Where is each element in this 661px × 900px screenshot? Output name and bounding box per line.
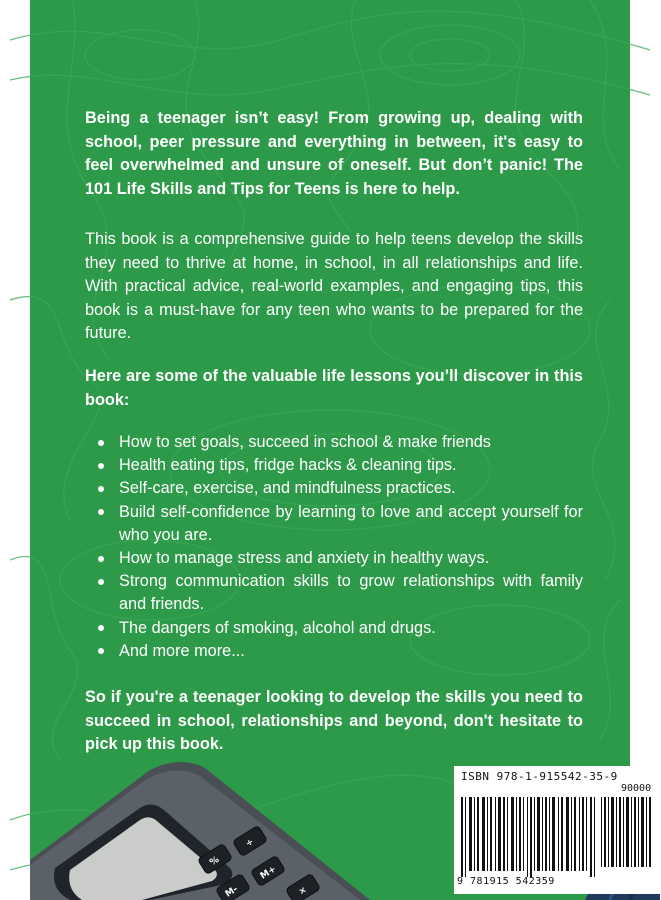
calc-key-percent: % <box>208 854 222 869</box>
barcode <box>454 766 661 894</box>
lesson-item: Strong communication skills to grow relationships with family and friends. <box>119 570 583 616</box>
lesson-item: And more more... <box>119 640 583 663</box>
description-paragraph: This book is a comprehensive guide to help teens develop the skills they need to thrive at home, in school, in all relationships and life. With practical advice, real-world examples, and engaging tips, this book is a must-have for any teen who wants to be prepared for the future. <box>85 230 583 342</box>
isbn-label: ISBN 978-1-915542-35-9 <box>461 770 618 783</box>
lesson-item: How to set goals, succeed in school & make friends <box>119 431 583 454</box>
lesson-item: Build self-confidence by learning to love and accept yourself for who you are. <box>119 501 583 547</box>
lessons-heading: Here are some of the valuable life lessons you’ll discover in this book: <box>85 367 583 409</box>
lesson-item: How to manage stress and anxiety in healthy ways. <box>119 547 583 570</box>
calc-key-m-minus: M- <box>223 884 240 900</box>
calc-key-divide: ÷ <box>244 837 256 850</box>
closing-paragraph: So if you're a teenager looking to develop the skills you need to succeed in school, relationships and beyond, don't hesitate to pick up this book. <box>85 688 583 753</box>
lessons-list <box>93 431 583 663</box>
lesson-item: Health eating tips, fridge hacks & cleaning tips. <box>119 454 583 477</box>
back-cover <box>30 0 652 900</box>
intro-paragraph: Being a teenager isn’t easy! From growing up, dealing with school, peer pressure and everything in between, it's easy to feel overwhelmed and unsure of oneself. But don’t panic! The 101 Life Skills and Tips for Teens is here to help. <box>85 109 583 198</box>
barcode-bars <box>461 797 654 877</box>
calculator-image <box>30 740 390 900</box>
lesson-item: Self-care, exercise, and mindfulness practices. <box>119 477 583 500</box>
barcode-number: 9 781915 542359 <box>457 876 555 887</box>
calc-key-multiply: × <box>297 885 309 898</box>
price-code: 90000 <box>621 783 652 794</box>
calc-key-m-plus: M+ <box>258 864 279 882</box>
lesson-item: The dangers of smoking, alcohol and drugs. <box>119 617 583 640</box>
